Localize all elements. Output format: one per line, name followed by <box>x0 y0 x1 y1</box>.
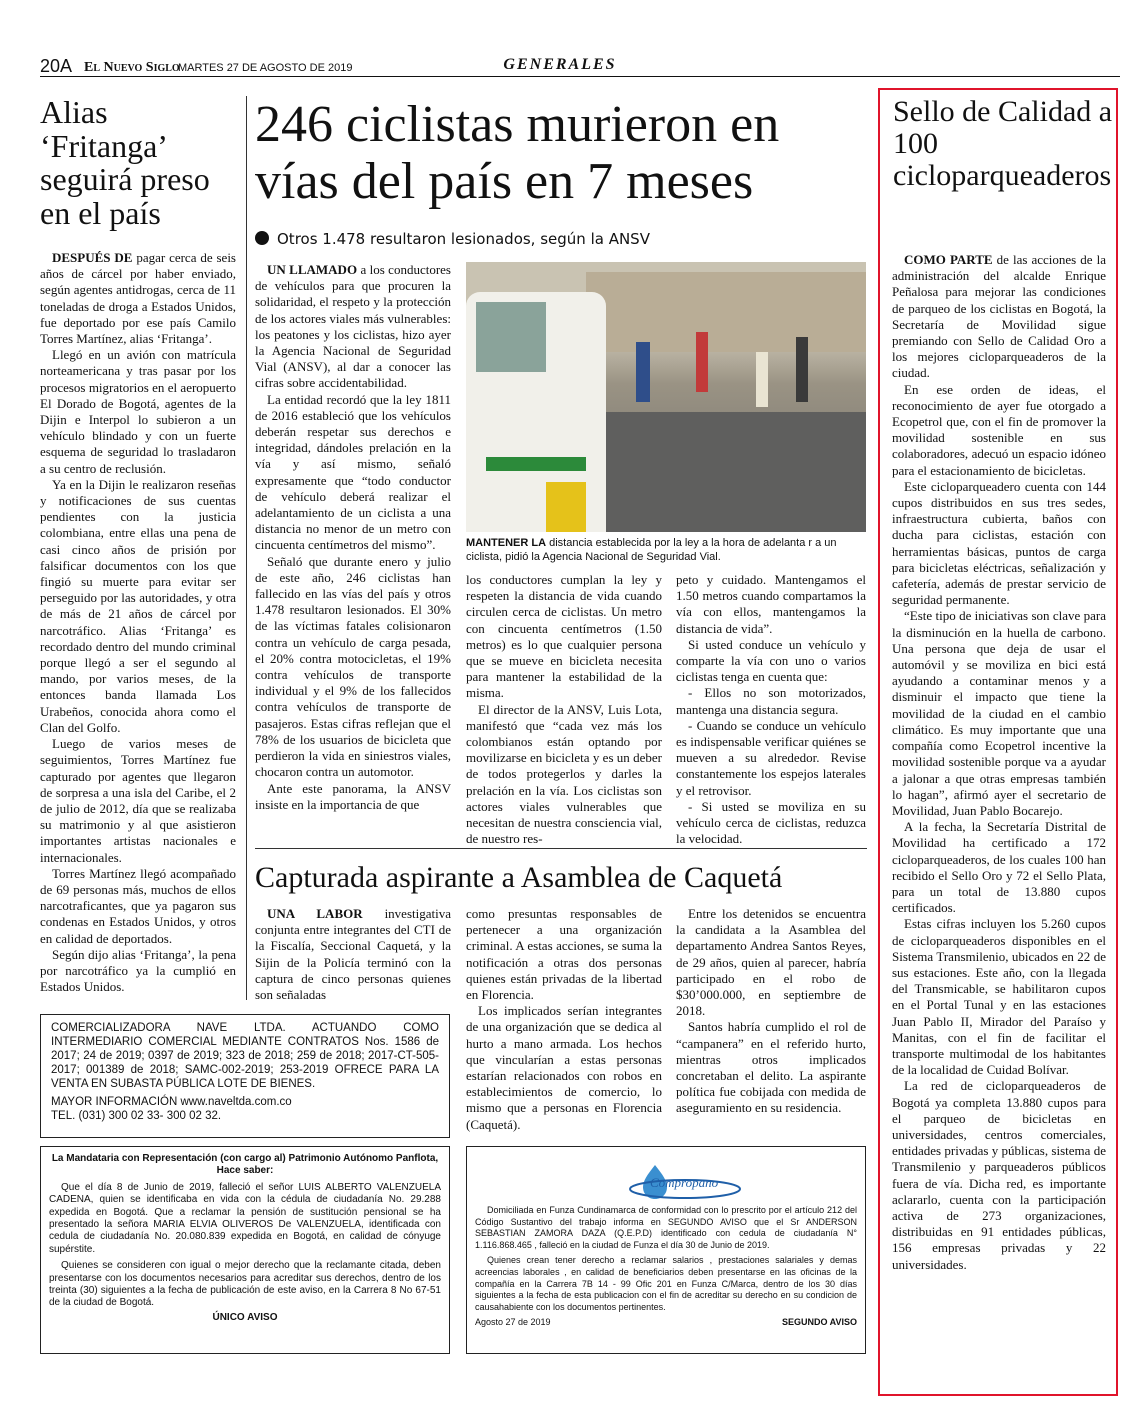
main-column-3 <box>676 572 866 847</box>
fritanga-paragraph: DESPUÉS DE pagar cerca de seis años de cárcel por haber enviado, según agentes antidrogas, cerca de 11 toneladas de droga a Estados Unidos, fue deportado por ese país Camilo Torres Martínez, alias ‘Fritanga’. <box>40 250 236 347</box>
ad-website: MAYOR INFORMACIÓN www.naveltda.com.co <box>51 1096 292 1108</box>
main-paragraph: - Si usted se moviliza en su vehículo cerca de ciclistas, reduzca la velocidad. <box>676 798 866 847</box>
ad-phone: TEL. (031) 300 02 33- 300 02 32. <box>51 1110 222 1122</box>
notice-subheading: Hace saber: <box>216 1165 274 1177</box>
newspaper-name: El Nuevo Siglo <box>84 60 180 75</box>
sello-article-body <box>892 252 1106 1273</box>
fritanga-paragraph: Llegó en un avión con matrícula norteamericana y tras pasar por los procesos migratorios en el aeropuerto El Dorado de Bogotá, agentes de la Dijin e Interpol lo subieron a un vehículo blindado y con un fuerte esquema de seguridad lo trasladaron a su centro de reclusión. <box>40 347 236 476</box>
caqueta-paragraph: Santos habría cumplido el rol de “campanera” en el referido hurto, mientras otros implicados concretaban el delito. La aspirante política fue cobijada con medida de aseguramiento en su residencia. <box>676 1019 866 1116</box>
bullet-icon <box>255 231 269 245</box>
sello-paragraph: COMO PARTE de las acciones de la administración del alcalde Enrique Peñalosa para mejorar las condiciones de parqueo de los ciclistas en Bogotá, la Secretaría de Movilidad sigue premiando con Sello de Calidad Oro a los mejores cicloparqueaderos de la ciudad. <box>892 252 1106 381</box>
sello-paragraph: En ese orden de ideas, el reconocimiento de ayer fue otorgado a Ecopetrol que, con el fin de promover la movilidad sostenible en sus colaboradores, adecuó un espacio idóneo para el estacionamiento de bicicletas. <box>892 381 1106 478</box>
fritanga-paragraph: Según dijo alias ‘Fritanga’, la pena por narcotráfico ya la cumplió en Estados Unidos. <box>40 946 236 995</box>
main-paragraph: Ante este panorama, la ANSV insiste en la importancia de que <box>255 780 451 812</box>
caqueta-paragraph: Entre los detenidos se encuentra la candidata a la Asamblea del departamento Andrea Santos Reyes, de 29 años, quien al parecer, habría participado en el robo de $30’000.000, en septiembre de 2018. <box>676 906 866 1019</box>
notice-paragraph: Domiciliada en Funza Cundinamarca de conformidad con lo prescrito por el artículo 212 del Código Sustantivo del trabajo informa en SEGUNDO AVISO que el Sr ANDERSON SEBASTIAN ZAMORA DAZA (Q.E.P.D) identificado con cedula de ciudadanía N° 1.116.868.465 , falleció en la ciudad de Funza el día 30 de Junio de 2019. <box>475 1205 857 1250</box>
notice-footer-row <box>475 1317 857 1329</box>
sello-paragraph: A la fecha, la Secretaría Distrital de Movilidad ha certificado a 172 cicloparqueaderos, de los cuales 100 han recibido el Sello Oro y 72 el Sello Plata, para un total de 13.880 cupos certificados. <box>892 819 1106 916</box>
notice-footer: ÚNICO AVISO <box>212 1311 278 1323</box>
notice-paragraph: Que el día 8 de Junio de 2019, falleció el señor LUIS ALBERTO VALENZUELA CADENA, quien se identificaba en vida con la cédula de ciudadanía No. 29.288 expedida en Bogotá. Que a reclamar la pensión de sustitución pensional se ha presentado la señora MARIA ELVIA OLIVEROS De VALENZUELA, identificada con cedula de ciudadanía No. 20.080.839 expedida en Bogotá, en calidad de cónyuge supérstite. <box>49 1181 441 1255</box>
logo-text: Compropano <box>650 1175 719 1190</box>
notice-paragraph: Quienes crean tener derecho a reclamar salarios , prestaciones salariales y demas acreencias laborales , en calidad de beneficiarios deben presentarse en las oficinas de la compañía en la Carrera 7B 14 - 99 Ofic 201 en Funza C/Marca, dentro de los 30 días siguientes a la fecha de esta publicacion con el fin de acreditar su derecho en su condicion de causahabiente con los documentos pertinentes. <box>475 1255 857 1312</box>
issue-date: MARTES 27 DE AGOSTO DE 2019 <box>178 62 353 74</box>
main-paragraph: - Cuando se conduce un vehículo es indispensable verificar quiénes se mueven a su alrededor. Revise constantemente los espejos laterales y el retrovisor. <box>676 717 866 798</box>
caqueta-lead: UNA LABOR <box>267 906 363 921</box>
main-column-2 <box>466 572 662 847</box>
news-photo-ambulance <box>466 262 866 532</box>
photo-caption: MANTENER LA distancia establecida por la ley a la hora de adelanta r a un ciclista, pidió la Agencia Nacional de Seguridad Vial. <box>466 537 837 563</box>
fritanga-headline: Alias ‘Fritanga’ seguirá preso en el país <box>40 94 210 231</box>
page-number: 20A <box>40 56 73 76</box>
notice-date: Agosto 27 de 2019 <box>475 1317 551 1328</box>
sello-paragraph: Este cicloparqueadero cuenta con 144 cupos distribuidos en sus tres sedes, infraestructura cubierta, baños con ducha para ciclistas, estación con herramientas básicas, puntos de carga para bicicletas eléctricas, señalización y cafetería, además de prestar servicio de seguridad permanente. <box>892 478 1106 608</box>
caqueta-headline: Capturada aspirante a Asamblea de Caquetá <box>255 861 783 894</box>
caqueta-column-3 <box>676 906 866 1117</box>
section-name: GENERALES <box>503 56 617 73</box>
company-logo <box>475 1153 857 1205</box>
sello-lead: COMO PARTE <box>904 252 993 267</box>
main-paragraph: UN LLAMADO a los conductores de vehículos para que procuren la solidaridad, el respeto y la protección de los actores viales más vulnerables: los peatones y los ciclistas, hizo ayer la Agencia Nacional de Seguridad Vial (ANSV), al dar a conocer las cifras sobre accidentabilidad. <box>255 262 451 391</box>
column-divider <box>246 96 247 1000</box>
main-paragraph: Si usted conduce un vehículo y comparte la vía con uno o varios ciclistas tenga en cuenta que: <box>676 636 866 685</box>
caqueta-paragraph: UNA LABOR investigativa conjunta entre integrantes del CTI de la Fiscalía, Seccional Caquetá, y la Sijin de la Policía terminó con la captura de cinco personas quienes son señaladas <box>255 906 451 1003</box>
fritanga-paragraph: Torres Martínez llegó acompañado de 69 personas más, muchos de ellos narcotraficantes, que ya pagaron sus condenas en Estados Unidos, y otros en calidad de deportados. <box>40 865 236 946</box>
main-paragraph: El director de la ANSV, Luis Lota, manifestó que “cada vez más los colombianos están optando por movilizarse en bicicleta y es un deber de todos protegerlos y darles la prelación en la vía. Los ciclistas son actores viales vulnerables que necesitan de nuestra consciencia vial, de nuestro res- <box>466 701 662 847</box>
main-subheadline: Otros 1.478 resultaron lesionados, según la ANSV <box>255 230 875 248</box>
notice-heading: La Mandataria con Representación (con cargo al) Patrimonio Autónomo Panflota, <box>51 1153 439 1164</box>
main-paragraph: Señaló que durante enero y julio de este año, 246 ciclistas han fallecido en las vías del país y otros 1.478 resultaron lesionados. El 30% de las víctimas fatales colisionaron contra un vehículo de carga pesada, el 20% contra motocicletas, el 19% contra vehículos de transporte individual y el 9% de los fallecidos contra vehículos de transporte de pasajeros. Estas cifras reflejan que el 78% de los usuarios de bicicleta que perdieron la vida en siniestros viales, chocaron contra un automotor. <box>255 553 451 780</box>
section-divider <box>255 848 867 849</box>
sello-paragraph: La red de cicloparqueaderos de Bogotá ya completa 13.880 cupos para el parqueo de bicicletas en universidades, centros comerciales, entidades privadas y públicas, sistema de Transmilenio y parqueaderos públicos fuera de vía. Dicha red, es importante aclararlo, cuenta con la participación activa de 273 organizaciones, distribuidas en 91 entidades públicas, 156 empresas privadas y 22 universidades. <box>892 1078 1106 1272</box>
caqueta-column-1 <box>255 906 451 1003</box>
classified-ad <box>40 1014 450 1138</box>
main-paragraph: - Ellos no son motorizados, mantenga una distancia segura. <box>676 685 866 717</box>
sello-headline: Sello de Calidad a 100 cicloparqueaderos <box>893 95 1113 192</box>
main-column-1 <box>255 262 451 813</box>
fritanga-paragraph: Luego de varios meses de seguimientos, Torres Martínez fue capturado por agentes que llegaron de sorpresa a una isla del Caribe, el 2 de julio de 2012, día que se realizaba su matrimonio y al que asistieron importantes artistas nacionales e internacionales. <box>40 736 236 865</box>
fritanga-lead: DESPUÉS DE <box>52 250 133 265</box>
notice-footer: SEGUNDO AVISO <box>781 1317 857 1328</box>
main-paragraph: los conductores cumplan la ley y respeten la distancia de vida cuando circulen cerca de ciclistas. Un metro con cincuenta centímetros (1.50 metros) es lo que cualquier persona que se mueve en bicicleta necesita para mantener la estabilidad de la misma. <box>466 572 662 701</box>
notice-paragraph: Quienes se consideren con igual o mejor derecho que la reclamante citada, deben presentarse con los documentos necesarios para acreditar sus derechos, dentro de los treinta (30) siguientes a la fecha de publicación de este aviso, en la Carrera 8 No 67-51 de la ciudad de Bogotá. <box>49 1260 441 1309</box>
caqueta-paragraph: como presuntas responsables de pertenecer a una organización criminal. A estas acciones, se suma la notificación a otras dos personas quienes están privadas de la libertad en Florencia. <box>466 906 662 1003</box>
caqueta-column-2 <box>466 906 662 1133</box>
sello-paragraph: “Este tipo de iniciativas son clave para la disminución en la huella de carbono. Una persona que deja de usar el automóvil y se moviliza en bici está ayudando a contaminar menos y a disminuir el impacto que tiene la movilidad de la ciudad en el cambio climático. Es muy importante que una compañía como Ecopetrol incentive la movilidad sostenible porque va a ayudar a jalonar a que otras empresas también lo hagan”, afirmó ayer el secretario de Movilidad, Juan Pablo Bocarejo. <box>892 608 1106 818</box>
main-paragraph: peto y cuidado. Mantengamos el 1.50 metros cuando compartamos la vía con ellos, mantengamos la distancia de vida”. <box>676 572 866 636</box>
ad-text: COMERCIALIZADORA NAVE LTDA. ACTUANDO COMO INTERMEDIARIO COMERCIAL MEDIANTE CONTRATOS Nos. 1586 de 2017; 24 de 2019; 0397 de 2019; 323 de 2018; 259 de 2018; 2017-CT-505-2017; 001389 de 2018; SAMC-002-2019; 253-2019 OFRECE PARA LA VENTA EN SUBASTA PÚBLICA LOTE DE BIENES. <box>51 1022 439 1090</box>
legal-notice-left <box>40 1146 450 1354</box>
fritanga-paragraph: Ya en la Dijin le realizaron reseñas y notificaciones de sus cuentas pendientes con la justicia colombiana, entre ellas una pena de casi cinco años de prisión por falsificar documentos con los que fingió su muerte para evitar ser perseguido por las autoridades, y otra de más de 21 años de cárcel por narcotráfico. Alias ‘Fritanga’ es recordado dentro del mundo criminal porque llegó a ser el segundo al mando, por varios meses, de la entonces banda llamada Los Urabeños, conocida ahora como el Clan del Golfo. <box>40 476 236 735</box>
main-paragraph: La entidad recordó que la ley 1811 de 2016 estableció que los vehículos deberán respetar sus derechos e integridad, dándoles prelación en la vía y así mismo, señaló expresamente que “todo conductor de vehículo deberá realizar el adelantamiento de un ciclista a una distancia no menor de un metro con cincuenta centímetros del mismo”. <box>255 391 451 553</box>
legal-notice-right <box>466 1146 866 1354</box>
main-lead: UN LLAMADO <box>267 262 358 277</box>
fritanga-article-body <box>40 250 236 995</box>
sello-paragraph: Estas cifras incluyen los 5.260 cupos de cicloparqueaderos disponibles en el Sistema Transmilenio, ubicados en 22 de sus estaciones. Este año, con la llegada del Transmicable, se habilitaron cupos en el Portal Tunal y en las estaciones Juan Pablo II, Mirador del Paraíso y Manitas, con el fin de facilitar el transporte multimodal de los habitantes de la localidad de Cuidad Bolívar. <box>892 916 1106 1078</box>
main-headline: 246 ciclistas murieron en vías del país en 7 meses <box>255 96 780 210</box>
caqueta-paragraph: Los implicados serían integrantes de una organización que se dedica al hurto a mano armada. Los hechos que vincularían a estas personas estarían relacionados con robos en establecimientos de comercio, lo mismo que a personas en Florencia (Caquetá). <box>466 1003 662 1132</box>
